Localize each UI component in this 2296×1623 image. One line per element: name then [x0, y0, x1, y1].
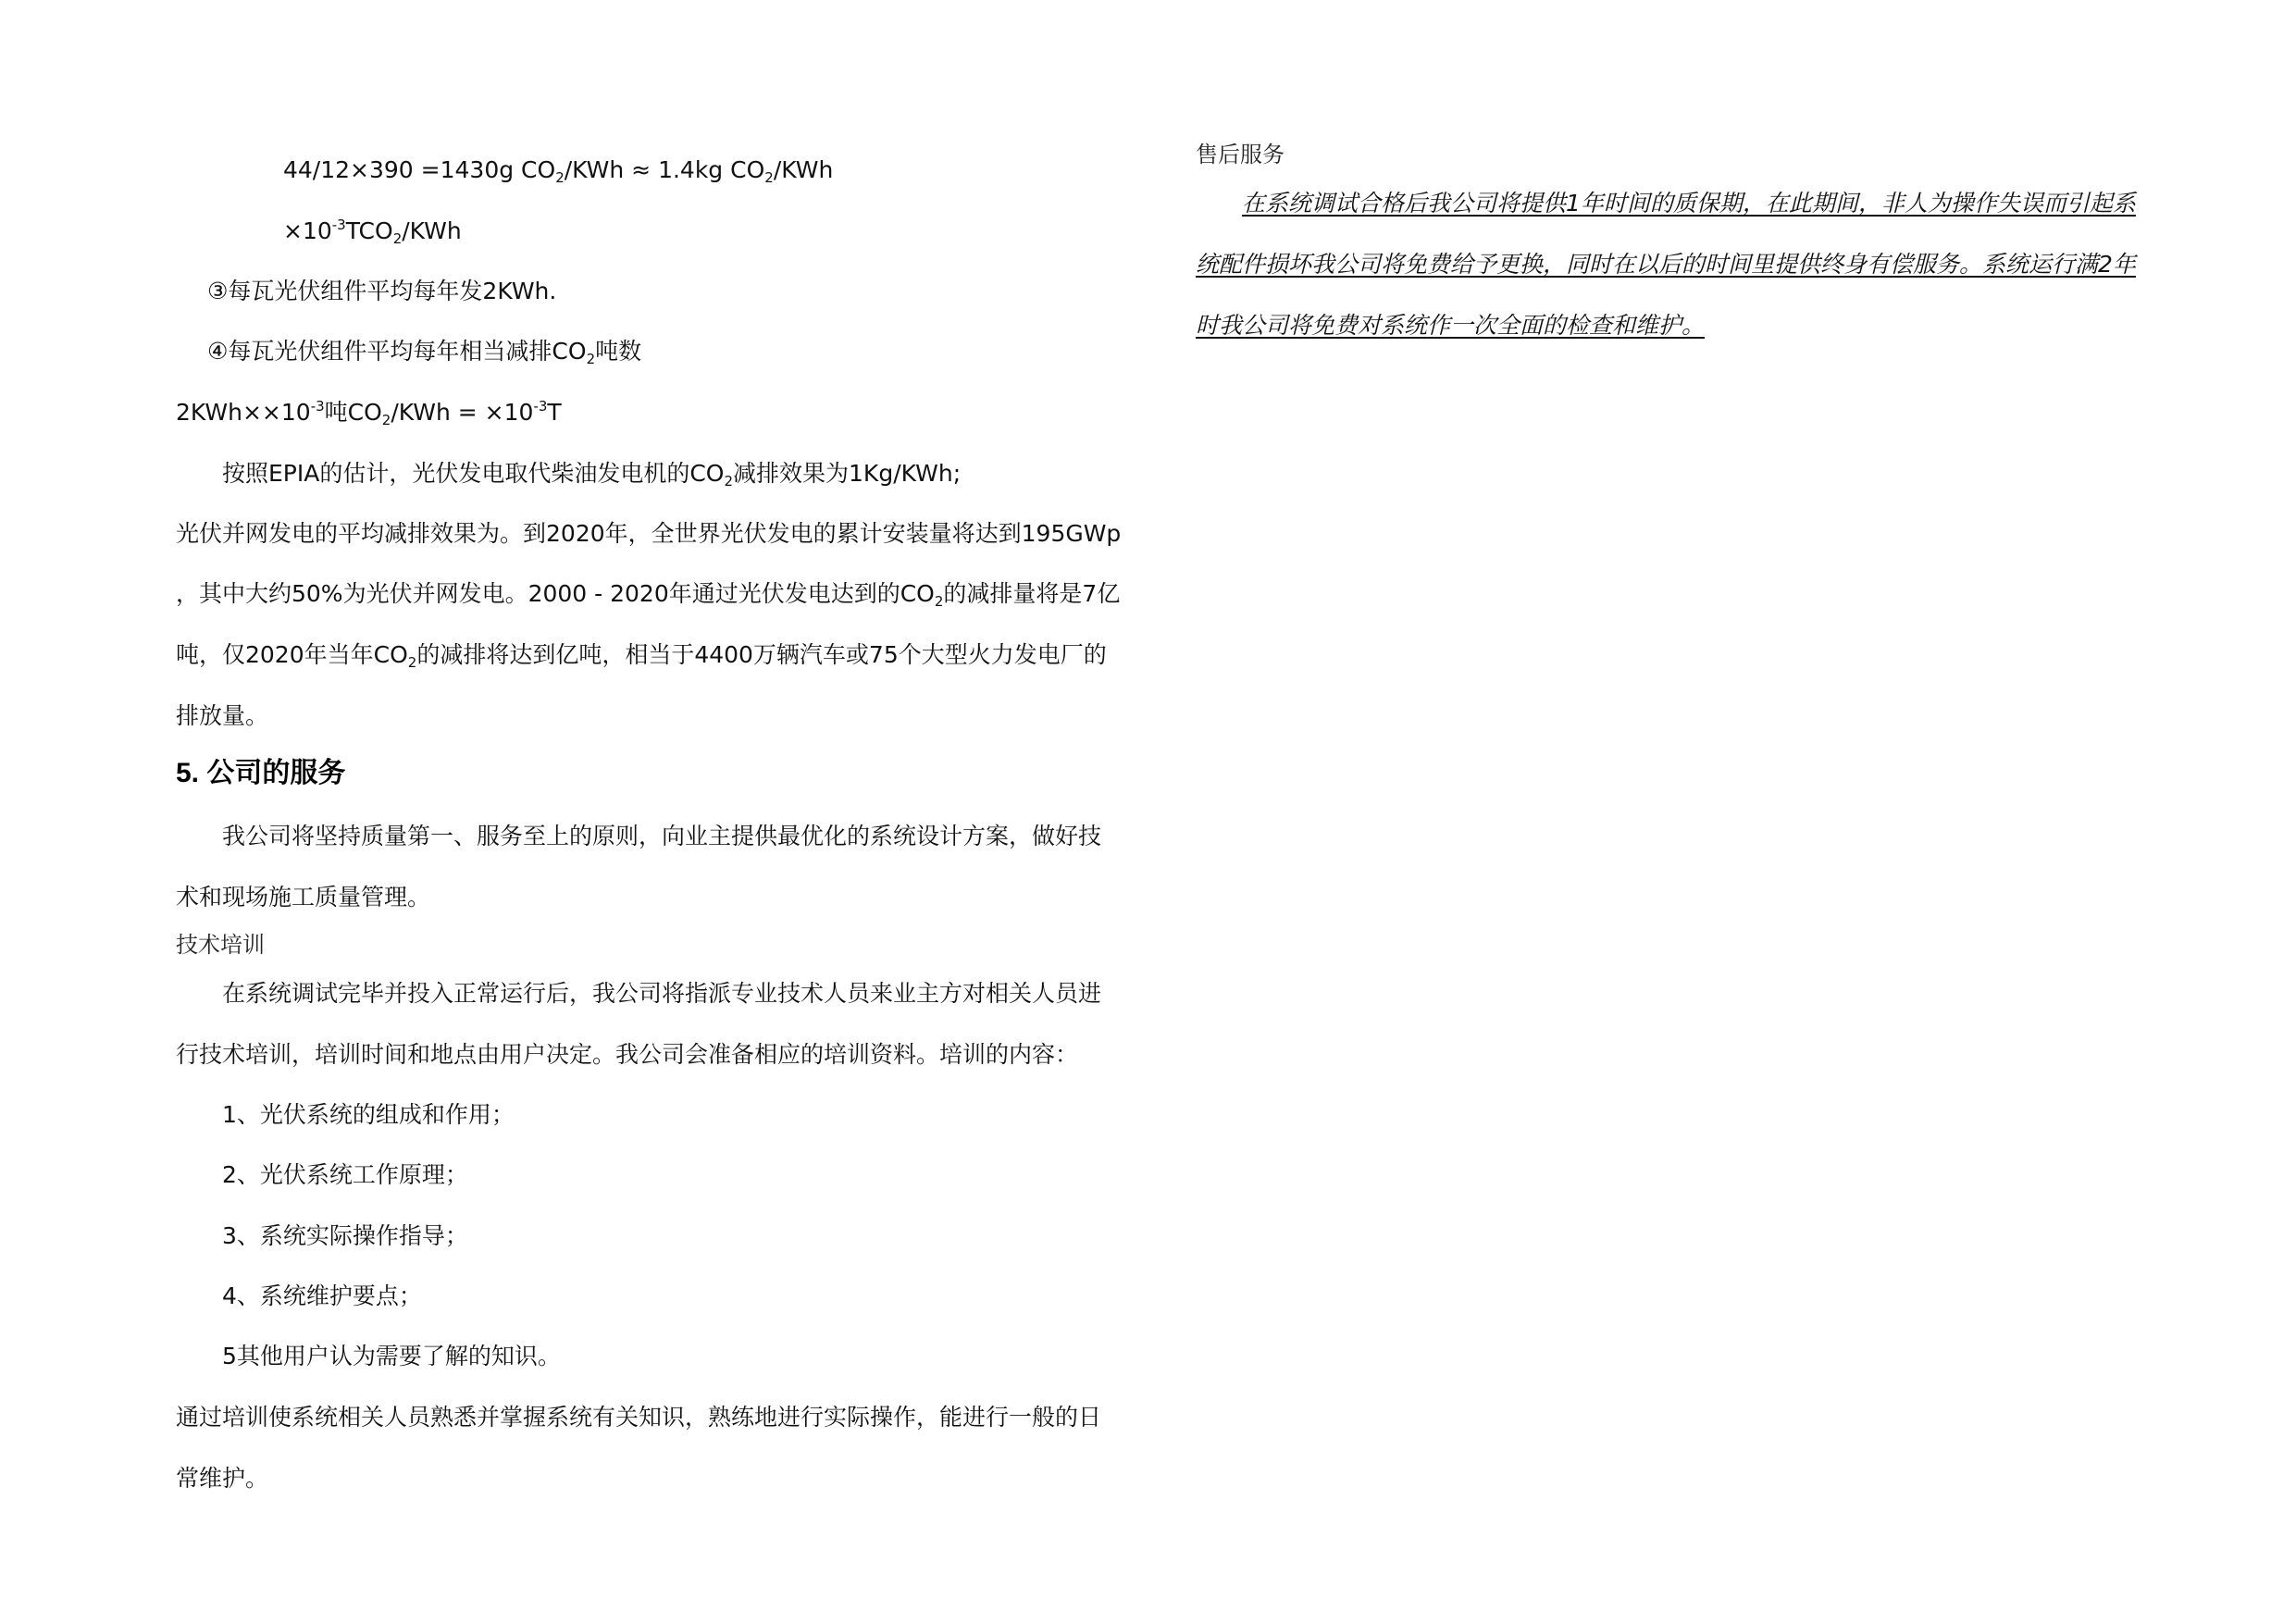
- formula-text: ×10: [283, 217, 332, 244]
- subscript: 2: [407, 654, 417, 671]
- formula-text: TCO: [345, 217, 393, 244]
- list-item: 5其他用户认为需要了解的知识。: [222, 1343, 561, 1369]
- point-text: ④每瓦光伏组件平均每年相当减排CO: [207, 338, 587, 365]
- training-line: 在系统调试完毕并投入正常运行后，我公司将指派专业技术人员来业主方对相关人员进: [222, 980, 1102, 1007]
- subscript: 2: [381, 412, 391, 428]
- formula-text: T: [547, 399, 562, 426]
- training-title: 技术培训: [176, 932, 265, 958]
- paragraph-line: [176, 577, 1120, 611]
- summary-line: 常维护。: [176, 1465, 269, 1492]
- aftersales-line: 在系统调试合格后我公司将提供1年时间的质保期，在此期间，非人为操作失误而引起系: [1242, 190, 2136, 217]
- paragraph-line: [176, 638, 1107, 672]
- formula-text: 2KWh××10: [176, 399, 311, 426]
- formula-text: 吨CO: [324, 399, 382, 426]
- point-4: [207, 335, 641, 368]
- formula-text: /KWh: [402, 217, 462, 244]
- list-item: 4、系统维护要点；: [222, 1282, 422, 1309]
- epia-line: [222, 457, 961, 490]
- formula-text: 44/12×390 =1430g CO: [283, 156, 556, 183]
- subscript: 2: [586, 351, 596, 367]
- paragraph-text: ，其中大约50%为光伏并网发电。2000 - 2020年通过光伏发电达到的CO: [176, 580, 935, 607]
- list-item: 3、系统实际操作指导；: [222, 1222, 468, 1249]
- service-line: 我公司将坚持质量第一、服务至上的原则，向业主提供最优化的系统设计方案，做好技: [222, 823, 1102, 849]
- summary-line: 通过培训使系统相关人员熟悉并掌握系统有关知识，熟练地进行实际操作，能进行一般的日: [176, 1404, 1102, 1431]
- paragraph-text: 的减排量将是7亿: [943, 580, 1121, 607]
- superscript: -3: [331, 217, 346, 233]
- paragraph-text: 吨，仅2020年当年CO: [176, 641, 408, 668]
- formula-text: /KWh = ×10: [391, 399, 534, 426]
- subscript: 2: [934, 593, 944, 610]
- paragraph-line: 光伏并网发电的平均减排效果为。到2020年，全世界光伏发电的累计安装量将达到195GWp: [176, 520, 1122, 547]
- point-3: ③每瓦光伏组件平均每年发2KWh.: [207, 278, 557, 304]
- formula-line-1: [283, 154, 833, 187]
- subscript: 2: [555, 169, 565, 186]
- subscript: 2: [724, 473, 734, 489]
- aftersales-title: 售后服务: [1196, 142, 1285, 167]
- paragraph-text: 减排效果为1Kg/KWh;: [733, 460, 962, 487]
- superscript: -3: [310, 398, 325, 415]
- aftersales-line: 统配件损坏我公司将免费给予更换，同时在以后的时间里提供终身有偿服务。系统运行满2年: [1196, 251, 2136, 278]
- paragraph-text: 按照EPIA的估计，光伏发电取代柴油发电机的CO: [222, 460, 725, 487]
- point-text: 吨数: [595, 338, 642, 365]
- aftersales-line: 时我公司将免费对系统作一次全面的检查和维护。: [1196, 312, 1706, 339]
- paragraph-line: 排放量。: [176, 702, 269, 729]
- paragraph-text: 的减排将达到亿吨，相当于4400万辆汽车或75个大型火力发电厂的: [416, 641, 1107, 668]
- service-line: 术和现场施工质量管理。: [176, 884, 431, 911]
- formula-line-2: [283, 215, 462, 248]
- list-item: 2、光伏系统工作原理；: [222, 1161, 468, 1188]
- formula-text: /KWh: [773, 156, 834, 183]
- superscript: -3: [533, 398, 548, 415]
- subscript: 2: [392, 230, 403, 247]
- formula-line-3: [176, 396, 562, 429]
- list-item: 1、光伏系统的组成和作用；: [222, 1101, 515, 1128]
- training-line: 行技术培训，培训时间和地点由用户决定。我公司会准备相应的培训资料。培训的内容：: [176, 1041, 1079, 1068]
- section-heading: 5. 公司的服务: [176, 758, 346, 788]
- formula-text: /KWh ≈ 1.4kg CO: [564, 156, 765, 183]
- subscript: 2: [764, 169, 774, 186]
